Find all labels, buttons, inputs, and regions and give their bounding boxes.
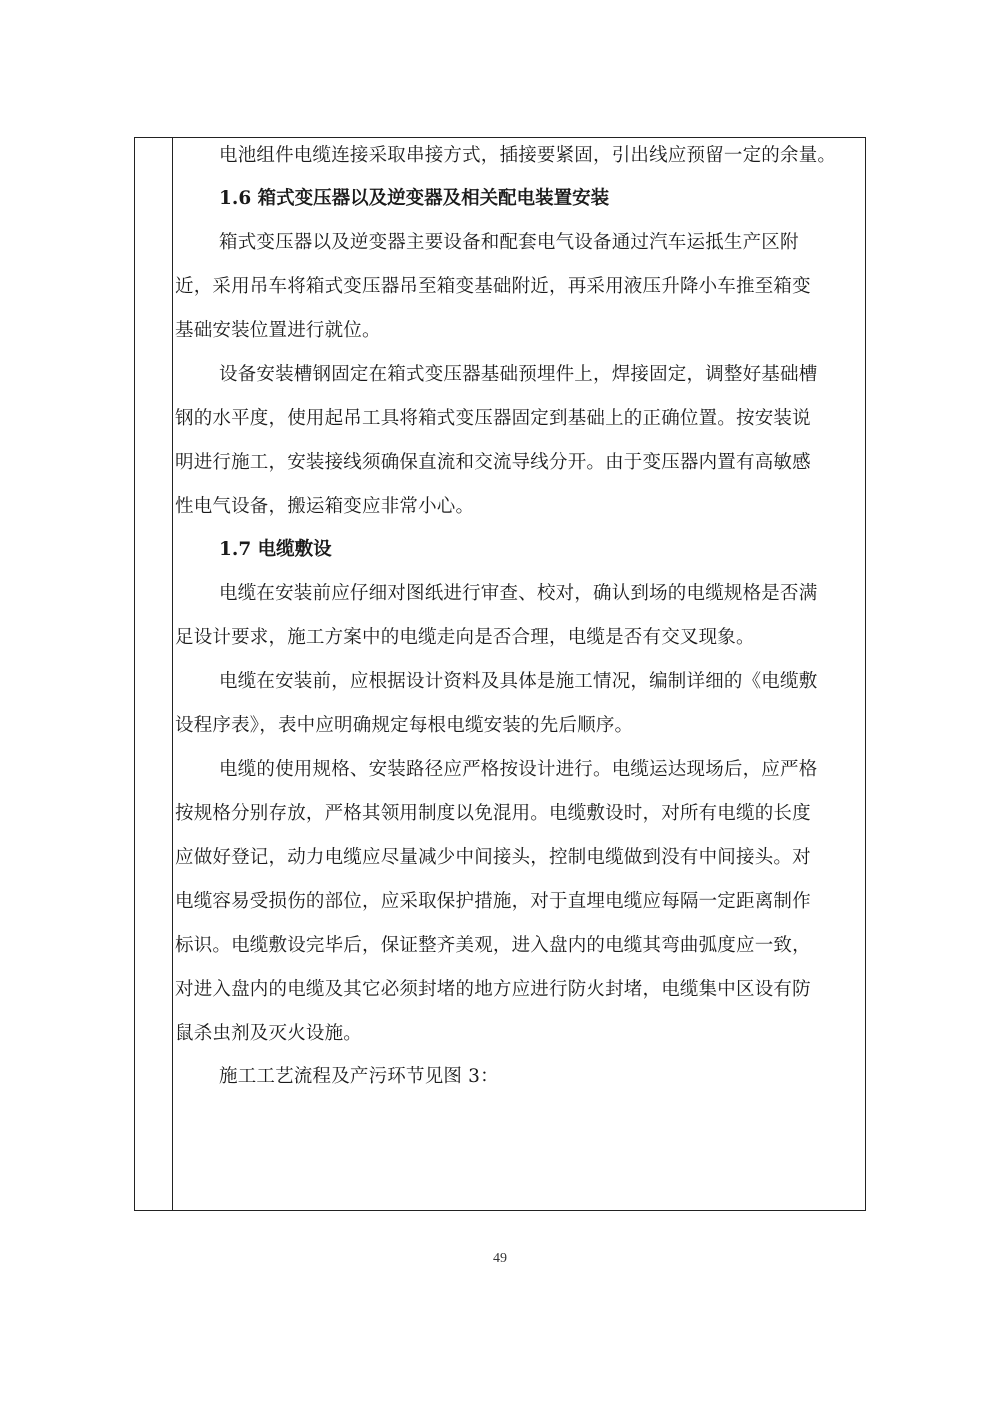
- paragraph-line: 应做好登记，动力电缆应尽量减少中间接头，控制电缆做到没有中间接头。对: [175, 847, 811, 868]
- paragraph-line: 箱式变压器以及逆变器主要设备和配套电气设备通过汽车运抵生产区附: [219, 232, 799, 253]
- paragraph-line: 足设计要求，施工方案中的电缆走向是否合理，电缆是否有交叉现象。: [175, 627, 755, 648]
- paragraph-line: 对进入盘内的电缆及其它必须封堵的地方应进行防火封堵，电缆集中区设有防: [175, 979, 811, 1000]
- paragraph-line: 设程序表》，表中应明确规定每根电缆安装的先后顺序。: [175, 715, 634, 736]
- paragraph-line: 按规格分别存放，严格其领用制度以免混用。电缆敷设时，对所有电缆的长度: [175, 803, 811, 824]
- paragraph-line: 电缆的使用规格、安装路径应严格按设计进行。电缆运达现场后，应严格: [219, 759, 818, 780]
- paragraph-line: 标识。电缆敷设完毕后，保证整齐美观，进入盘内的电缆其弯曲弧度应一致，: [175, 935, 811, 956]
- paragraph-line: 施工工艺流程及产污环节见图 3：: [219, 1066, 499, 1087]
- paragraph-line: 基础安装位置进行就位。: [175, 320, 381, 341]
- section-heading: 1.6 箱式变压器以及逆变器及相关配电装置安装: [219, 188, 610, 209]
- paragraph-line: 电缆在安装前应仔细对图纸进行审查、校对，确认到场的电缆规格是否满: [219, 583, 818, 604]
- paragraph-line: 钢的水平度，使用起吊工具将箱式变压器固定到基础上的正确位置。按安装说: [175, 408, 811, 429]
- paragraph-line: 电池组件电缆连接采取串接方式，插接要紧固，引出线应预留一定的余量。: [219, 145, 837, 166]
- paragraph-line: 鼠杀虫剂及灭火设施。: [175, 1023, 363, 1044]
- section-heading: 1.7 电缆敷设: [219, 539, 332, 560]
- page-number: 49: [493, 1251, 507, 1266]
- paragraph-line: 明进行施工，安装接线须确保直流和交流导线分开。由于变压器内置有高敏感: [175, 452, 811, 473]
- paragraph-line: 近，采用吊车将箱式变压器吊至箱变基础附近，再采用液压升降小车推至箱变: [175, 276, 811, 297]
- table-left-column: [135, 138, 173, 1210]
- paragraph-line: 设备安装槽钢固定在箱式变压器基础预埋件上，焊接固定，调整好基础槽: [219, 364, 818, 385]
- paragraph-line: 电缆在安装前，应根据设计资料及具体是施工情况，编制详细的《电缆敷: [219, 671, 818, 692]
- paragraph-line: 电缆容易受损伤的部位，应采取保护措施，对于直埋电缆应每隔一定距离制作: [175, 891, 811, 912]
- paragraph-line: 性电气设备，搬运箱变应非常小心。: [175, 496, 475, 517]
